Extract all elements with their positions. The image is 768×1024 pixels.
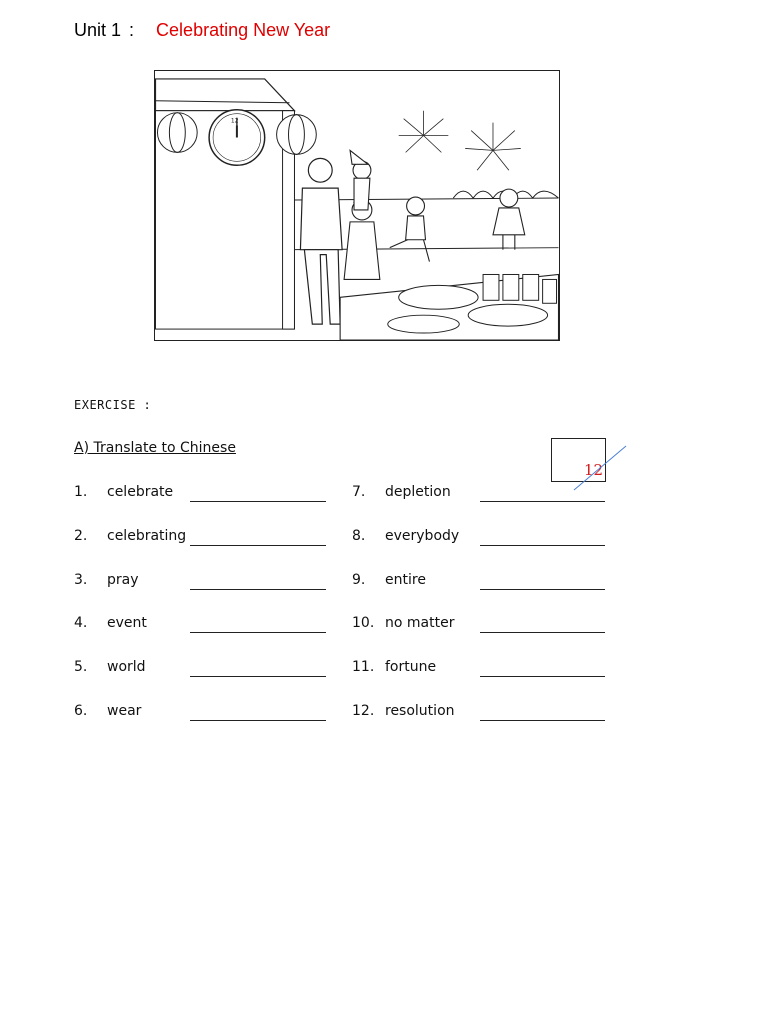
vocab-number: 11. bbox=[352, 659, 375, 676]
vocab-word: entire bbox=[385, 571, 426, 588]
vocab-item bbox=[74, 528, 326, 550]
vocab-word: depletion bbox=[385, 484, 451, 500]
answer-blank[interactable] bbox=[190, 589, 326, 590]
vocab-item bbox=[74, 572, 326, 594]
vocab-number: 9. bbox=[352, 571, 366, 588]
illustration-drawing bbox=[155, 71, 559, 340]
vocab-word: no matter bbox=[385, 615, 455, 632]
answer-blank[interactable] bbox=[190, 632, 326, 633]
clock-numeral: 12 bbox=[230, 117, 239, 125]
unit-name: Celebrating New Year bbox=[156, 20, 331, 40]
vocab-number: 1. bbox=[74, 484, 88, 500]
answer-blank[interactable] bbox=[480, 545, 605, 546]
vocab-item bbox=[74, 484, 326, 506]
lantern-icon bbox=[277, 115, 317, 155]
vocab-word: celebrating bbox=[107, 527, 187, 544]
vocab-word: resolution bbox=[385, 703, 455, 719]
page-title bbox=[74, 20, 330, 41]
vocab-item bbox=[74, 659, 326, 681]
vocab-item bbox=[74, 703, 326, 725]
answer-blank[interactable] bbox=[190, 545, 326, 546]
answer-blank[interactable] bbox=[190, 676, 326, 677]
vocab-item bbox=[352, 528, 605, 550]
child-figure bbox=[390, 197, 430, 262]
vocab-item bbox=[352, 703, 605, 725]
vocab-word: event bbox=[107, 615, 147, 632]
answer-blank[interactable] bbox=[480, 720, 605, 721]
vocab-item bbox=[352, 572, 605, 594]
vocab-number: 12. bbox=[352, 703, 375, 719]
vocab-word: pray bbox=[107, 571, 139, 588]
answer-blank[interactable] bbox=[480, 501, 605, 502]
vocab-word: world bbox=[107, 659, 146, 676]
vocab-word: fortune bbox=[385, 659, 437, 676]
vocab-item bbox=[74, 615, 326, 637]
unit-label: Unit 1 bbox=[74, 20, 122, 40]
vocab-number: 3. bbox=[74, 571, 88, 588]
vocab-word: everybody bbox=[385, 527, 460, 544]
answer-blank[interactable] bbox=[480, 676, 605, 677]
clock-icon bbox=[209, 110, 265, 166]
firework-icon bbox=[465, 123, 521, 171]
vocab-number: 10. bbox=[352, 615, 375, 632]
vocab-number: 2. bbox=[74, 527, 88, 544]
firework-icon bbox=[399, 111, 449, 153]
vocab-word: celebrate bbox=[107, 484, 174, 500]
vocab-item bbox=[352, 615, 605, 637]
vocab-word: wear bbox=[107, 703, 142, 719]
vocab-item bbox=[352, 484, 605, 506]
section-heading: A) Translate to Chinese bbox=[74, 440, 236, 456]
adult-figure bbox=[300, 158, 342, 324]
child-figure bbox=[350, 150, 371, 210]
vocab-number: 5. bbox=[74, 659, 88, 676]
lantern-icon bbox=[157, 113, 197, 153]
vocab-number: 6. bbox=[74, 703, 88, 719]
exercise-label: EXERCISE : bbox=[74, 398, 152, 412]
vocab-item bbox=[352, 659, 605, 681]
answer-blank[interactable] bbox=[190, 501, 326, 502]
vocab-number: 8. bbox=[352, 527, 366, 544]
vocab-number: 7. bbox=[352, 484, 366, 500]
score-value: 12 bbox=[584, 461, 604, 479]
new-year-illustration bbox=[154, 70, 560, 341]
answer-blank[interactable] bbox=[190, 720, 326, 721]
answer-blank[interactable] bbox=[480, 632, 605, 633]
vocab-number: 4. bbox=[74, 615, 88, 632]
answer-blank[interactable] bbox=[480, 589, 605, 590]
unit-colon: : bbox=[129, 20, 135, 40]
